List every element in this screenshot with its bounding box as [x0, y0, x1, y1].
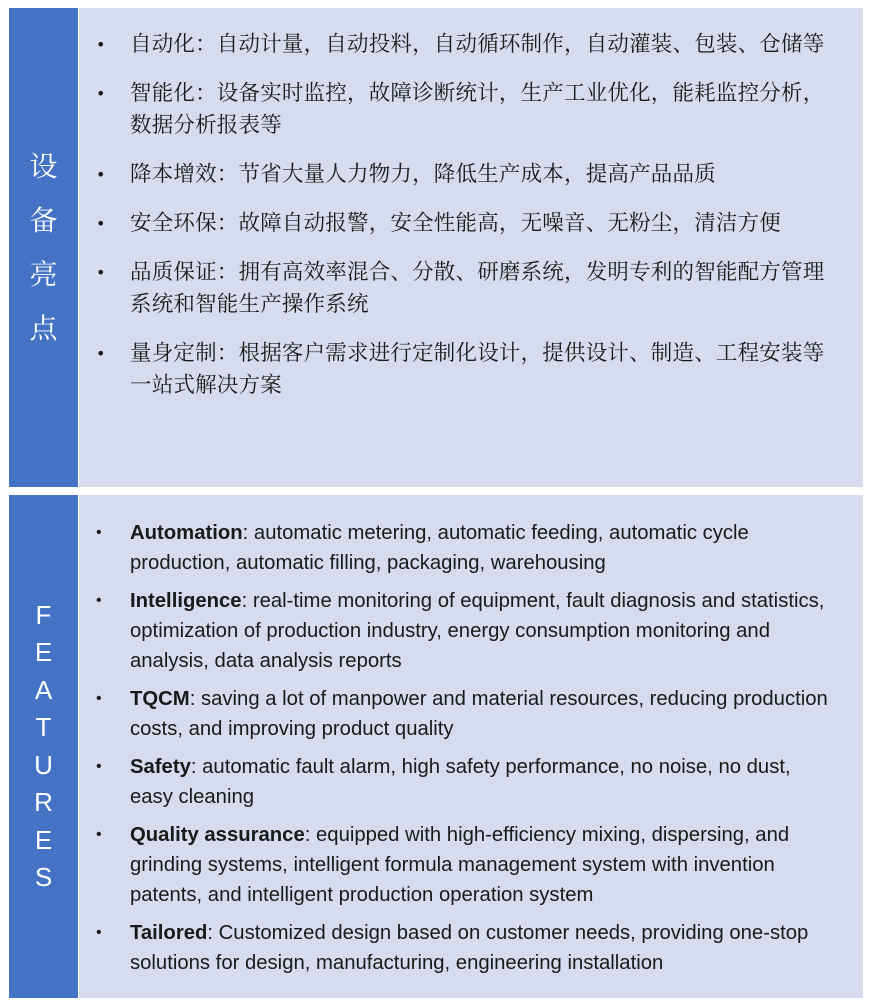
bullet-icon: • — [96, 84, 106, 103]
item-text: : Customized design based on customer needs, providing one-stop solutions for design, manufacturing, engineering installation — [130, 922, 809, 974]
item-text: 降本增效：节省大量人力物力，降低生产成本，提高产品品质 — [130, 162, 716, 187]
side-label-char: E — [34, 824, 53, 855]
item-text: 智能化：设备实时监控，故障诊断统计，生产工业优化，能耗监控分析，数据分析报表等 — [130, 81, 825, 138]
list-item — [96, 257, 837, 321]
item-text: : real-time monitoring of equipment, fault diagnosis and statistics, optimization of production industry, energy consumption monitoring and analysis, data analysis reports — [130, 590, 825, 672]
bullet-icon: • — [96, 214, 106, 233]
features-list-en — [96, 518, 837, 986]
side-label-char: T — [35, 712, 52, 742]
item-text: : equipped with high-efficiency mixing, dispersing, and grinding systems, intelligent formula management system with invention patents, and intelligent production operation system — [130, 824, 790, 906]
list-item — [96, 518, 837, 578]
side-label-char: 点 — [29, 311, 58, 345]
bullet-icon: • — [96, 924, 102, 941]
list-item — [96, 752, 837, 812]
list-item — [96, 586, 837, 676]
side-label-char: S — [34, 862, 53, 892]
bullet-icon: • — [96, 592, 102, 609]
item-term: Tailored — [130, 922, 208, 944]
side-label-char: E — [34, 637, 53, 667]
item-text: : saving a lot of manpower and material resources, reducing production costs, and improving product quality — [130, 688, 828, 740]
side-label-char: 亮 — [29, 257, 58, 291]
list-item — [96, 208, 837, 240]
item-term: Safety — [130, 756, 191, 778]
side-label-char: A — [34, 674, 53, 705]
highlights-list-cn — [96, 29, 837, 419]
features-side-label — [9, 495, 79, 998]
side-label-char: R — [34, 787, 53, 817]
side-label-char: 备 — [29, 203, 58, 237]
bullet-icon: • — [96, 344, 106, 363]
item-text: 自动化：自动计量，自动投料，自动循环制作，自动灌装、包装、仓储等 — [130, 32, 825, 57]
list-item — [96, 820, 837, 910]
bullet-icon: • — [96, 758, 102, 775]
item-text: : automatic metering, automatic feeding, automatic cycle production, automatic filling, packaging, warehousing — [130, 522, 749, 574]
list-item — [96, 29, 837, 61]
highlights-side-label — [9, 8, 79, 487]
list-item — [96, 78, 837, 142]
bullet-icon: • — [96, 524, 102, 541]
item-text: 量身定制：根据客户需求进行定制化设计，提供设计、制造、工程安装等一站式解决方案 — [130, 341, 825, 398]
item-text: 安全环保：故障自动报警，安全性能高，无噪音、无粉尘，清洁方便 — [130, 211, 782, 236]
item-term: Automation — [130, 522, 243, 544]
item-text: 品质保证：拥有高效率混合、分散、研磨系统，发明专利的智能配方管理系统和智能生产操作系统 — [130, 260, 825, 317]
side-label-char: 设 — [29, 149, 58, 183]
item-term: TQCM — [130, 688, 190, 710]
list-item — [96, 684, 837, 744]
list-item — [96, 338, 837, 402]
list-item — [96, 918, 837, 978]
side-label-char: F — [35, 599, 52, 630]
list-item — [96, 159, 837, 191]
bullet-icon: • — [96, 826, 102, 843]
bullet-icon: • — [96, 165, 106, 184]
bullet-icon: • — [96, 263, 106, 282]
bullet-icon: • — [96, 35, 106, 54]
bullet-icon: • — [96, 690, 102, 707]
item-text: : automatic fault alarm, high safety performance, no noise, no dust, easy cleaning — [130, 756, 791, 808]
item-term: Intelligence — [130, 590, 242, 612]
side-label-char: U — [34, 749, 53, 780]
item-term: Quality assurance — [130, 824, 305, 846]
